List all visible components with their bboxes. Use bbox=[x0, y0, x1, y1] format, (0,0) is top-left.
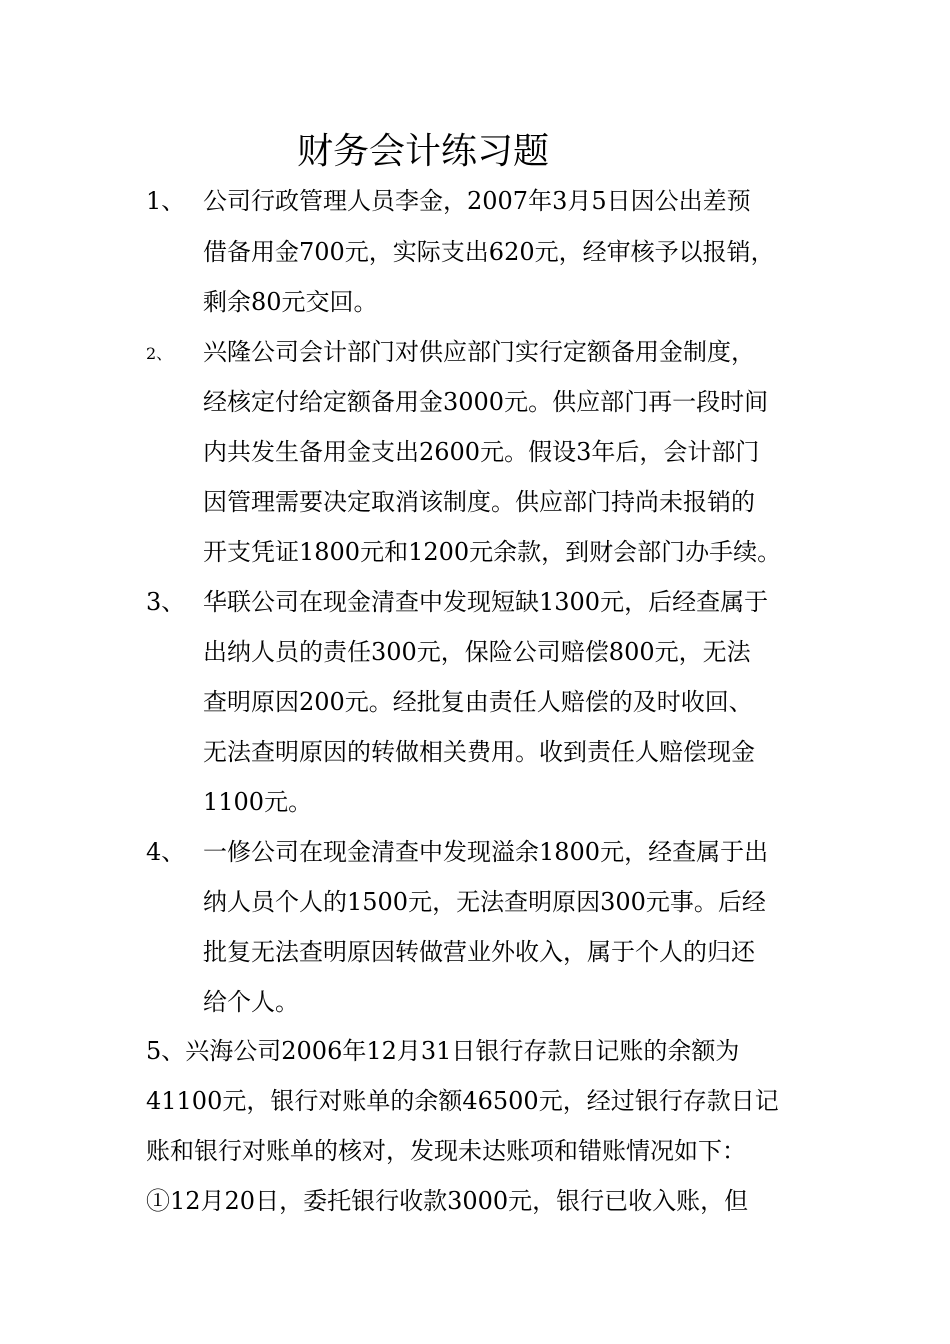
question-2-line-2: 经核定付给定额备用金3000元。供应部门再一段时间 bbox=[203, 388, 769, 416]
question-2-line-5: 开支凭证1800元和1200元余款，到财会部门办手续。 bbox=[203, 538, 782, 566]
question-4-line-4: 给个人。 bbox=[203, 988, 299, 1016]
question-2-line-1: 兴隆公司会计部门对供应部门实行定额备用金制度， bbox=[203, 338, 755, 366]
question-3-line-2: 出纳人员的责任300元，保险公司赔偿800元，无法 bbox=[203, 638, 751, 666]
question-2-line-4: 因管理需要决定取消该制度。供应部门持尚未报销的 bbox=[203, 488, 755, 516]
page-title: 财务会计练习题 bbox=[297, 131, 550, 172]
question-2-line-3: 内共发生备用金支出2600元。假设3年后，会计部门 bbox=[203, 438, 760, 466]
question-1-number: 1、 bbox=[146, 187, 186, 215]
question-5-line-3: 账和银行对账单的核对，发现未达账项和错账情况如下： bbox=[146, 1137, 746, 1165]
question-3-line-3: 查明原因200元。经批复由责任人赔偿的及时收回、 bbox=[203, 688, 753, 716]
question-2-number: 2、 bbox=[146, 344, 173, 363]
question-3-number: 3、 bbox=[146, 588, 186, 616]
question-5-line-2: 41100元，银行对账单的余额46500元，经过银行存款日记 bbox=[146, 1087, 779, 1115]
question-3-line-4: 无法查明原因的转做相关费用。收到责任人赔偿现金 bbox=[203, 738, 755, 766]
question-1-line-2: 借备用金700元，实际支出620元，经审核予以报销， bbox=[203, 238, 775, 266]
question-4-line-1: 一修公司在现金清查中发现溢余1800元，经查属于出 bbox=[203, 838, 769, 866]
question-5-line-1: 5、兴海公司2006年12月31日银行存款日记账的余额为 bbox=[146, 1037, 740, 1065]
question-4-number: 4、 bbox=[146, 838, 186, 866]
question-1-line-1: 公司行政管理人员李金，2007年3月5日因公出差预 bbox=[203, 187, 751, 215]
question-1-line-3: 剩余80元交回。 bbox=[203, 288, 378, 316]
question-5-line-4: ①12月20日，委托银行收款3000元，银行已收入账，但 bbox=[146, 1187, 749, 1215]
question-3-line-5: 1100元。 bbox=[203, 788, 313, 816]
question-3-line-1: 华联公司在现金清查中发现短缺1300元，后经查属于 bbox=[203, 588, 769, 616]
question-4-line-3: 批复无法查明原因转做营业外收入，属于个人的归还 bbox=[203, 938, 755, 966]
question-4-line-2: 纳人员个人的1500元，无法查明原因300元事。后经 bbox=[203, 888, 766, 916]
